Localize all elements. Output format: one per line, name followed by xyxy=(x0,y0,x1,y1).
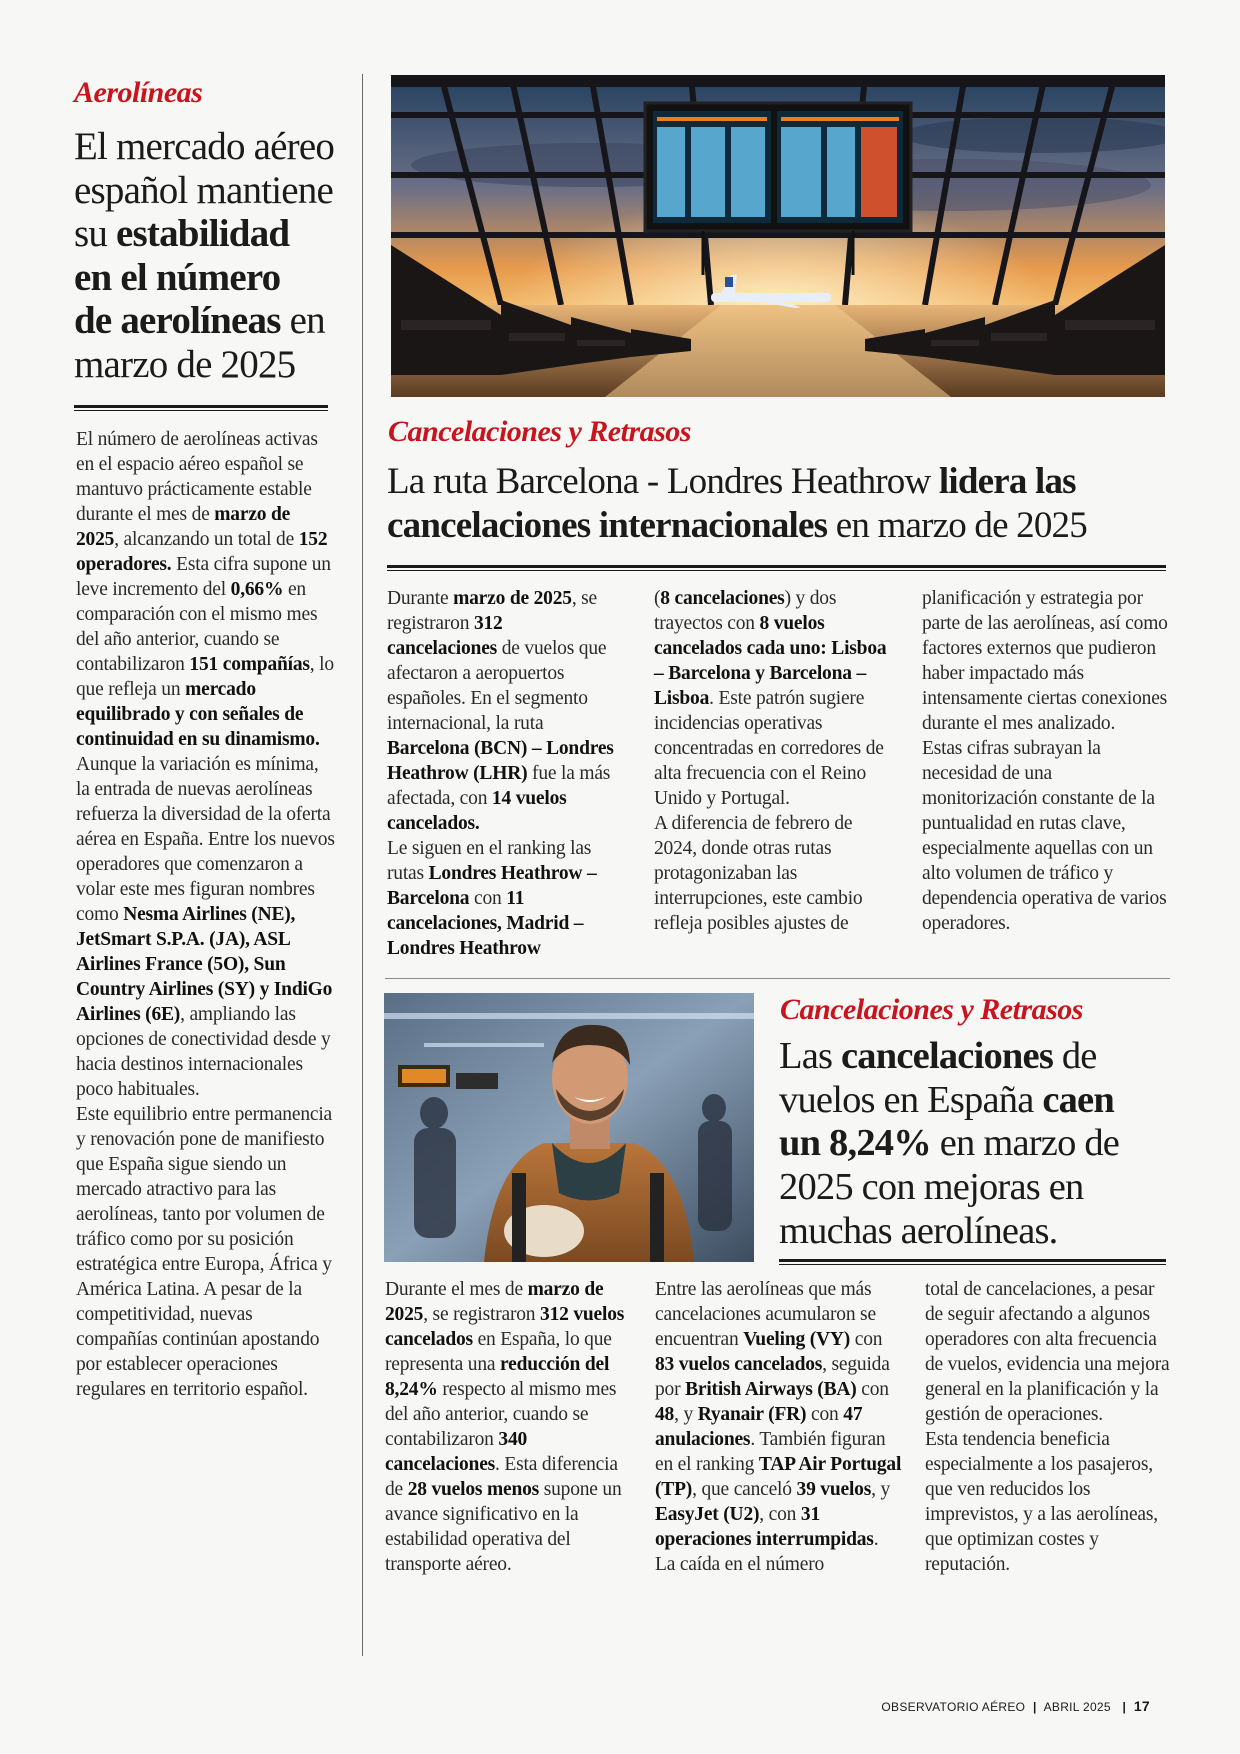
text-run: con xyxy=(850,1329,883,1350)
text-run: marzo de 2025 xyxy=(76,504,291,550)
smiling-traveler-illustration xyxy=(384,993,754,1262)
article2-headline-rule xyxy=(779,1259,1166,1265)
headline-run: 2025 con mejoras en xyxy=(779,1166,1084,1209)
text-run: , seguida por xyxy=(655,1354,890,1400)
text-run: Estas cifras subrayan la necesidad de una monitorización constante de la puntualidad en rutas clave, especialmente aquellas con un alto volumen de tráfico y dependencia operativa de varios operadores. xyxy=(922,738,1167,934)
headline-line xyxy=(779,1210,1179,1254)
headline-line xyxy=(74,125,354,169)
paragraph xyxy=(76,427,336,752)
left-headline-rule xyxy=(74,405,328,411)
article2-column-2 xyxy=(655,1277,903,1577)
column-divider xyxy=(362,74,363,1656)
text-run: La caída en el número xyxy=(655,1554,825,1575)
headline-run: vuelos en España xyxy=(779,1078,1043,1121)
text-run: con xyxy=(856,1379,889,1400)
text-run: , y xyxy=(674,1404,698,1425)
footer-issue: ABRIL 2025 xyxy=(1043,1700,1111,1714)
text-run: 8 vuelos cancelados cada uno: Lisboa – Barcelona y Barcelona – Lisboa xyxy=(654,613,887,709)
text-run: British Airways (BA) xyxy=(685,1379,857,1400)
paragraph xyxy=(387,836,617,961)
text-run: , lo que refleja un xyxy=(76,654,334,700)
text-run: 312 vuelos cancelados xyxy=(385,1304,625,1350)
text-run: , se registraron xyxy=(423,1304,541,1325)
section-kicker-cancelaciones-1: Cancelaciones y Retrasos xyxy=(388,415,691,448)
traveler-photo xyxy=(384,993,754,1262)
text-run: , que canceló xyxy=(692,1479,797,1500)
section-kicker-aerolineas: Aerolíneas xyxy=(74,76,203,109)
paragraph xyxy=(655,1552,903,1577)
text-run: 340 cancelaciones xyxy=(385,1429,528,1475)
text-run: en comparación con el mismo mes del año anterior, cuando se contabilizaron xyxy=(76,579,318,675)
headline-line xyxy=(74,169,354,213)
headline-run: Las xyxy=(779,1035,842,1077)
article1-headline xyxy=(387,460,1177,548)
text-run: Este equilibrio entre permanencia y renovación pone de manifiesto que España sigue siendo un mercado atractivo para las aerolíneas, tanto por volumen de tráfico como por su posición estratégica entre Europa, África y América Latina. A pesar de la competitividad, nuevas compañías continúan apostando por establecer operaciones regulares en territorio español. xyxy=(76,1104,332,1400)
paragraph xyxy=(922,736,1170,936)
paragraph xyxy=(922,586,1170,736)
headline-run: en xyxy=(280,299,325,342)
airport-terminal-illustration xyxy=(391,75,1165,397)
text-run: , ampliando las opciones de conectividad desde y hacia destinos internacionales poco habituales. xyxy=(76,1004,331,1100)
text-run: Esta cifra supone un leve incremento del xyxy=(76,554,331,600)
paragraph xyxy=(925,1427,1171,1577)
text-run: 83 vuelos cancelados xyxy=(655,1354,823,1375)
article2-column-3 xyxy=(925,1277,1171,1577)
text-run: 47 anulaciones xyxy=(655,1404,863,1450)
paragraph xyxy=(654,811,890,936)
headline-line xyxy=(779,1079,1179,1123)
paragraph xyxy=(387,586,617,836)
text-run: marzo de 2025 xyxy=(453,588,572,609)
headline-line xyxy=(74,299,354,343)
article1-headline-rule xyxy=(387,565,1166,571)
paragraph xyxy=(76,1102,336,1402)
text-run: Entre las aerolíneas que más cancelaciones acumularon se encuentran xyxy=(655,1279,876,1350)
text-run: Aunque la variación es mínima, la entrada de nuevas aerolíneas refuerza la diversidad de la oferta aérea en España. Entre los nuevos operadores que comenzaron a volar este mes figuran nombres como xyxy=(76,754,335,925)
text-run: 151 compañías xyxy=(189,654,310,675)
text-run: 11 cancelaciones, Madrid – Londres Heathrow xyxy=(387,888,584,959)
text-run: ) y dos trayectos con xyxy=(654,588,837,634)
headline-run: lidera las xyxy=(938,461,1076,502)
article1-column-1 xyxy=(387,586,617,961)
text-run: 8 cancelaciones xyxy=(660,588,785,609)
headline-run: La ruta Barcelona - Londres Heathrow xyxy=(387,461,939,502)
text-run: total de cancelaciones, a pesar de seguir afectando a algunos operadores con alta frecuencia de vuelos, evidencia una mejora general en la planificación y la gestión de operaciones. xyxy=(925,1279,1170,1425)
text-run: 312 cancelaciones xyxy=(387,613,503,659)
text-run: planificación y estrategia por parte de las aerolíneas, así como factores externos que pudieron haber impactado más intensamente ciertas conexiones durante el mes analizado. xyxy=(922,588,1168,734)
headline-line xyxy=(74,343,354,387)
text-run: Nesma Airlines (NE), JetSmart S.P.A. (JA), ASL Airlines France (5O), Sun Country Airlines (SY) y IndiGo Airlines (6E) xyxy=(76,904,333,1025)
paragraph xyxy=(385,1277,631,1577)
text-run: 152 operadores. xyxy=(76,529,328,575)
headline-run: cancelaciones internacionales xyxy=(387,505,828,546)
headline-run: marzo de 2025 xyxy=(74,342,296,386)
text-run: con xyxy=(469,888,507,909)
footer-publication: OBSERVATORIO AÉREO xyxy=(881,1700,1026,1714)
headline-line xyxy=(74,212,354,256)
left-article-body xyxy=(76,427,336,1402)
headline-run: muchas aerolíneas. xyxy=(779,1209,1058,1252)
headline-line xyxy=(74,256,354,300)
text-run: 39 vuelos xyxy=(796,1479,872,1500)
paragraph xyxy=(925,1277,1171,1427)
text-run: de vuelos que afectaron a aeropuertos españoles. En el segmento internacional, la ruta xyxy=(387,638,607,734)
text-run: mercado equilibrado y con señales de continuidad en su dinamismo. xyxy=(76,679,320,750)
text-run: 31 operaciones interrumpidas xyxy=(655,1504,874,1550)
text-run: Le siguen en el ranking las rutas xyxy=(387,838,592,884)
text-run: . También figuran en el ranking xyxy=(655,1429,886,1475)
headline-run: español mantiene xyxy=(74,168,334,212)
text-run: ( xyxy=(654,588,661,609)
text-run: Esta tendencia beneficia especialmente a los pasajeros, que ven reducidos los imprevistos, y a las aerolíneas, que optimizan costes y reputación. xyxy=(925,1429,1158,1575)
headline-run: su xyxy=(74,212,117,255)
headline-line xyxy=(387,460,1177,504)
text-run: A diferencia de febrero de 2024, donde otras rutas protagonizaban las interrupciones, este cambio refleja posibles ajustes de xyxy=(654,813,863,934)
text-run: respecto al mismo mes del año anterior, cuando se contabilizaron xyxy=(385,1379,617,1450)
headline-run: un 8,24% xyxy=(779,1122,931,1165)
text-run: en España, lo que representa una xyxy=(385,1329,612,1375)
paragraph xyxy=(76,752,336,1102)
text-run: El número de aerolíneas activas en el espacio aéreo español se mantuvo prácticamente estable durante el mes de xyxy=(76,429,318,525)
headline-line xyxy=(779,1166,1179,1210)
section-divider xyxy=(385,978,1170,979)
paragraph xyxy=(655,1277,903,1552)
text-run: , y xyxy=(871,1479,891,1500)
text-run: fue la más afectada, con xyxy=(387,763,611,809)
text-run: . Este patrón sugiere incidencias operativas concentradas en corredores de alta frecuencia con el Reino Unido y Portugal. xyxy=(654,688,884,809)
airport-terminal-photo xyxy=(391,75,1165,397)
text-run: 14 vuelos cancelados. xyxy=(387,788,567,834)
text-run: , alcanzando un total de xyxy=(114,529,299,550)
text-run: reducción del 8,24% xyxy=(385,1354,610,1400)
headline-run: de xyxy=(1053,1035,1097,1077)
article2-column-1 xyxy=(385,1277,631,1577)
headline-run: El mercado aéreo xyxy=(74,125,335,168)
headline-run: en el número xyxy=(74,255,281,299)
text-run: Durante xyxy=(387,588,454,609)
text-run: Londres Heathrow – Barcelona xyxy=(387,863,597,909)
headline-run: cancelaciones xyxy=(841,1035,1054,1077)
text-run: Durante el mes de xyxy=(385,1279,528,1300)
page-footer: OBSERVATORIO AÉREO | ABRIL 2025 | 17 xyxy=(881,1698,1150,1714)
text-run: EasyJet (U2) xyxy=(655,1504,760,1525)
article1-column-2 xyxy=(654,586,890,936)
text-run: Ryanair (FR) xyxy=(697,1404,807,1425)
text-run: TAP Air Portugal (TP) xyxy=(655,1454,902,1500)
headline-run: de aerolíneas xyxy=(74,299,281,342)
text-run: . xyxy=(873,1529,879,1550)
headline-line xyxy=(779,1122,1179,1166)
text-run: 48 xyxy=(655,1404,675,1425)
text-run: marzo de 2025 xyxy=(385,1279,604,1325)
headline-line xyxy=(387,504,1177,548)
headline-run: caen xyxy=(1042,1078,1114,1121)
text-run: Vueling (VY) xyxy=(743,1329,851,1350)
article1-column-3 xyxy=(922,586,1170,936)
headline-run: estabilidad xyxy=(116,212,290,255)
text-run: con xyxy=(806,1404,844,1425)
text-run: 28 vuelos menos xyxy=(407,1479,540,1500)
section-kicker-cancelaciones-2: Cancelaciones y Retrasos xyxy=(780,993,1083,1026)
headline-line xyxy=(779,1035,1179,1079)
headline-run: en marzo de xyxy=(930,1122,1120,1165)
headline-run: en marzo de 2025 xyxy=(827,505,1087,546)
paragraph xyxy=(654,586,890,811)
text-run: . Esta diferencia de xyxy=(385,1454,618,1500)
page-number: 17 xyxy=(1133,1698,1150,1714)
text-run: 0,66% xyxy=(230,579,284,600)
text-run: , con xyxy=(759,1504,801,1525)
left-headline xyxy=(74,125,354,386)
text-run: supone un avance significativo en la estabilidad operativa del transporte aéreo. xyxy=(385,1479,622,1575)
text-run: Barcelona (BCN) – Londres Heathrow (LHR) xyxy=(387,738,614,784)
article2-headline xyxy=(779,1035,1179,1254)
text-run: , se registraron xyxy=(387,588,598,634)
